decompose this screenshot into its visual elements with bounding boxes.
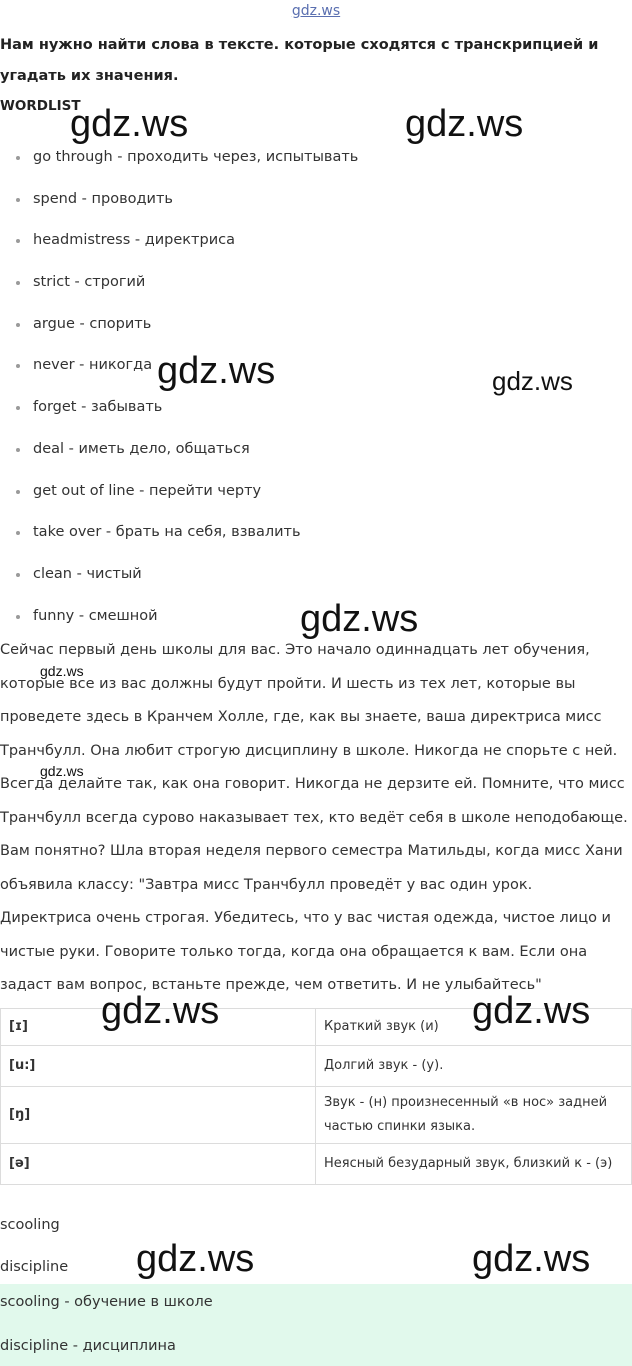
list-item: deal - иметь дело, общаться: [0, 429, 358, 471]
list-item: never - никогда: [0, 345, 358, 387]
sound-description: Звук - (н) произнесенный «в нос» задней частью спинки языка.: [316, 1087, 632, 1144]
list-item: take over - брать на себя, взвалить: [0, 512, 358, 554]
answer-line: scooling - обучение в школе: [0, 1294, 213, 1310]
watermark: gdz.ws: [70, 103, 189, 145]
watermark: gdz.ws: [472, 990, 591, 1032]
list-item: get out of line - перейти черту: [0, 471, 358, 513]
sound-description: Долгий звук - (у).: [316, 1046, 632, 1087]
watermark: gdz.ws: [40, 663, 84, 679]
table-row: [1, 1046, 632, 1087]
task-intro: Нам нужно найти слова в тексте. которые сходятся с транскрипцией и угадать их значения.: [0, 37, 599, 84]
bullet-icon: [16, 406, 20, 410]
sounds-table: [0, 1008, 632, 1185]
answer-line: discipline - дисциплина: [0, 1338, 176, 1354]
sound-symbol: [ɪ]: [1, 1009, 316, 1046]
list-item: go through - проходить через, испытывать: [0, 137, 358, 179]
bullet-icon: [16, 490, 20, 494]
watermark: gdz.ws: [300, 598, 419, 640]
bullet-icon: [16, 615, 20, 619]
watermark: gdz.ws: [40, 763, 84, 779]
bullet-icon: [16, 573, 20, 577]
list-item: forget - забывать: [0, 387, 358, 429]
list-item: headmistress - директриса: [0, 220, 358, 262]
list-item: clean - чистый: [0, 554, 358, 596]
watermark: gdz.ws: [492, 366, 573, 396]
bullet-icon: [16, 448, 20, 452]
watermark: gdz.ws: [157, 350, 276, 392]
bullet-icon: [16, 323, 20, 327]
bullet-icon: [16, 239, 20, 243]
sound-symbol: [ŋ]: [1, 1087, 316, 1144]
sound-description: Краткий звук (и): [316, 1009, 632, 1046]
found-word: discipline: [0, 1259, 69, 1275]
table-row: [1, 1087, 632, 1144]
bullet-icon: [16, 198, 20, 202]
wordlist-heading: WORDLIST: [0, 98, 81, 114]
watermark: gdz.ws: [101, 990, 220, 1032]
bullet-icon: [16, 281, 20, 285]
bullet-icon: [16, 364, 20, 368]
bullet-icon: [16, 531, 20, 535]
site-link[interactable]: gdz.ws: [291, 3, 341, 19]
story-text: Сейчас первый день школы для вас. Это начало одиннадцать лет обучения, которые все из вас должны будут пройти. И шесть из тех лет, которые вы проведете здесь в Кранчем Холле, где, как вы знаете, ваша директриса мисс Транчбулл. Она любит строгую дисциплину в школе. Никогда не спорьте с ней. Всегда делайте так, как она говорит. Никогда не дерзите ей. Помните, что мисс Транчбулл всегда сурово наказывает тех, кто ведёт себя в школе неподобающе. Вам понятно? Шла вторая неделя первого семестра Матильды, когда мисс Хани объявила классу: "Завтра мисс Транчбулл проведёт у вас один урок. Директриса очень строгая. Убедитесь, что у вас чистая одежда, чистое лицо и чистые руки. Говорите только тогда, когда она обращается к вам. Если она задаст вам вопрос, встаньте прежде, чем ответить. И не улыбайтесь": [0, 642, 628, 993]
answer-block: [0, 1284, 632, 1366]
list-item: argue - спорить: [0, 304, 358, 346]
watermark: gdz.ws: [472, 1238, 591, 1280]
table-row: [1, 1144, 632, 1185]
sound-symbol: [u:]: [1, 1046, 316, 1087]
bullet-icon: [16, 156, 20, 160]
list-item: spend - проводить: [0, 179, 358, 221]
sound-description: Неясный безударный звук, близкий к - (э): [316, 1144, 632, 1185]
watermark: gdz.ws: [405, 103, 524, 145]
sound-symbol: [ə]: [1, 1144, 316, 1185]
found-word: scooling: [0, 1217, 60, 1233]
watermark: gdz.ws: [136, 1238, 255, 1280]
list-item: funny - смешной: [0, 596, 358, 638]
list-item: strict - строгий: [0, 262, 358, 304]
